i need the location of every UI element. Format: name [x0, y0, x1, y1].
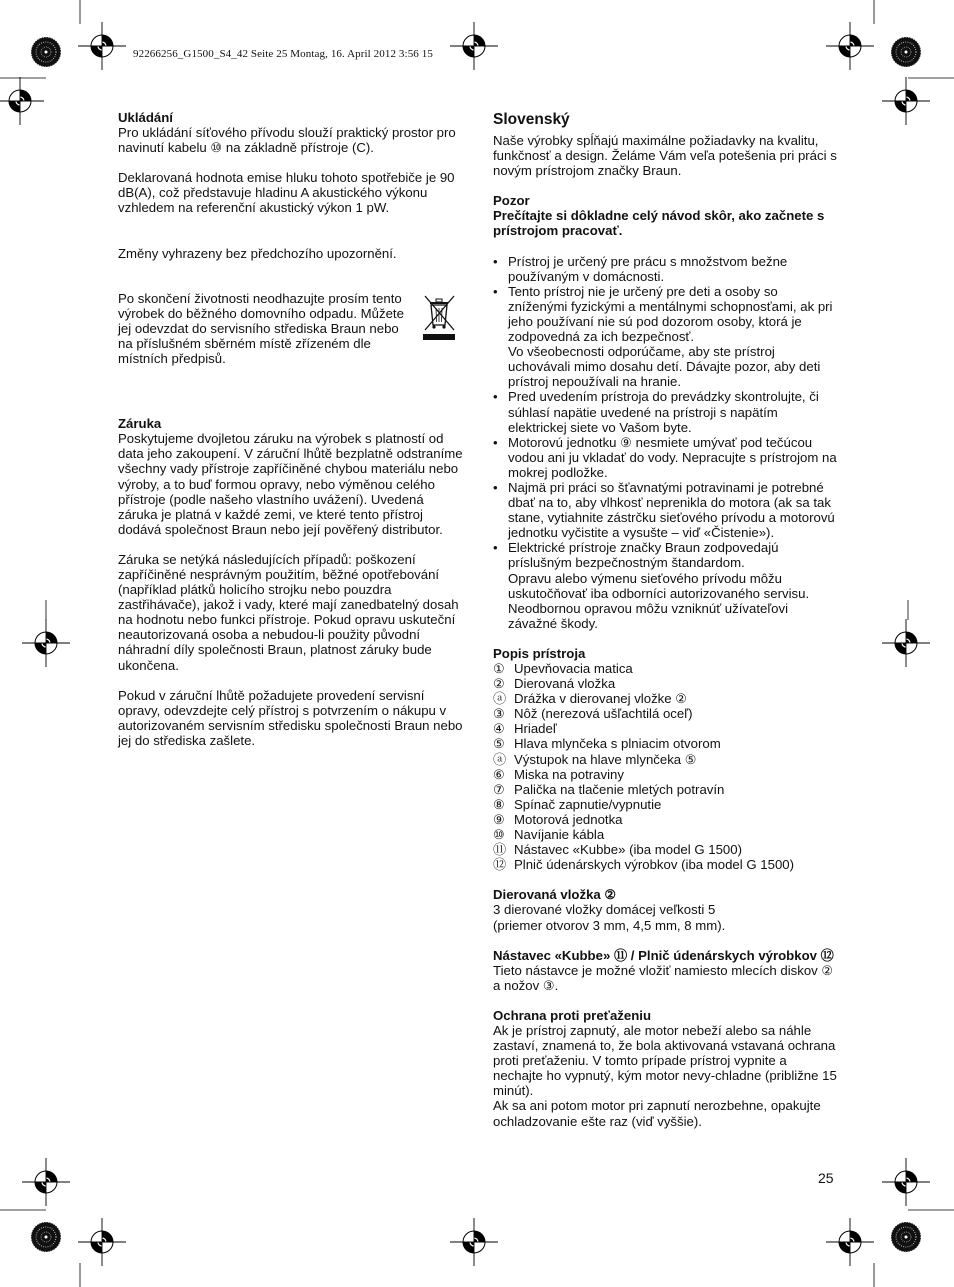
part-number: ②	[493, 676, 505, 692]
part-number: ①	[493, 661, 505, 676]
part-number: ⑨	[493, 811, 505, 827]
warranty-paragraph-3: Pokud v záruční lhůtě požadujete provedení servisní opravy, odevzdejte celý přístroj s potvrzením o nákupu v autorizovaném servisním středisku společnosti Braun nebo jej do střediska zašlete.	[118, 687, 463, 748]
part-number: ⓐ	[493, 751, 507, 767]
list-item	[493, 691, 838, 706]
part-label: Drážka v dierovanej vložke ②	[514, 691, 688, 707]
part-number: ④	[493, 721, 505, 737]
part-label: Výstupok na hlave mlynčeka ⑤	[514, 751, 697, 767]
part-label: Upevňovacia matica	[514, 661, 633, 676]
part-label: Hlava mlynčeka s plniacim otvorom	[514, 736, 721, 752]
caution-heading: Pozor	[493, 193, 530, 209]
warranty-paragraph-1: Poskytujeme dvojletou záruku na výrobek s platností od data jeho zakoupení. V záruční lhůtě bezplatně odstraníme všechny vady přístroje zapříčiněné chybou materiálu nebo výroby, a to buď formou opravy, nebo výměnou celého přístroje (podle našeho vlastního uvážení). Uvedená záruka je platná v každé zemi, ve které tento přístroj dodává společnost Braun nebo její pověřený distributor.	[118, 431, 463, 537]
part-label: Dierovaná vložka	[514, 676, 616, 692]
part-number: ⑫	[493, 857, 507, 873]
overload-text: Ak je prístroj zapnutý, ale motor nebeží alebo sa náhle zastaví, znamená to, že bola aktivovaná vstavaná ochrana proti preťaženiu. V tomto prípade prístroj vypnite a nechajte ho vypnutý, kým motor nevy-chladne (približne 15 minút). Ak sa ani potom motor pri zapnutí nerozbehne, opakujte ochladzovanie ešte raz (viď vyššie).	[493, 1022, 837, 1129]
disposal-block	[118, 291, 463, 366]
part-label: Motorová jednotka	[514, 811, 623, 827]
list-item	[493, 752, 838, 767]
list-item	[493, 736, 838, 751]
list-item	[493, 782, 838, 797]
language-heading: Slovenský	[493, 111, 570, 128]
part-number: ③	[493, 706, 505, 722]
parts-heading: Popis prístroja	[493, 645, 586, 661]
storage-text: Pro ukládání síťového přívodu slouží praktický prostor pro navinutí kabelu ⑩ na základně přístroje (C).	[118, 125, 456, 156]
list-item	[493, 706, 838, 721]
list-item: • Tento prístroj nie je určený pre deti a osoby so zníženými fyzickými a mentálnymi schopnosťami, ak pri jeho používaní nie sú pod dozorom osoby, ktorá je zodpovedná za ich bezpečnosť. Vo všeobecnosti odporúčame, aby ste prístroj uchovávali mimo dosahu detí. Dávajte pozor, aby deti prístroj nepoužívali na hranie.	[493, 284, 838, 390]
part-label: Spínač zapnutie/vypnutie	[514, 796, 662, 812]
list-item	[493, 842, 838, 857]
warranty-heading: Záruka	[118, 416, 162, 432]
storage-heading: Ukládání	[118, 110, 173, 125]
noise-text: Deklarovaná hodnota emise hluku tohoto spotřebiče je 90 dB(A), což představuje hladinu A akustického výkonu vzhledem na referenční akustický výkon 1 pW.	[118, 170, 455, 216]
changes-text: Změny vyhrazeny bez předchozího upozornění.	[118, 245, 397, 261]
kubbe-heading: Nástavec «Kubbe» ⑪ / Plnič údenárskych výrobkov ⑫	[493, 947, 834, 963]
list-item: • Prístroj je určený pre prácu s množstvom bežne používaným v domácnosti.	[493, 254, 838, 284]
caution-subheading: Prečítajte si dôkladne celý návod skôr, ako začnete s prístrojom pracovať.	[493, 208, 825, 239]
list-item	[493, 661, 838, 676]
disc-text: 3 dierované vložky domácej veľkosti 5 (priemer otvorov 3 mm, 4,5 mm, 8 mm).	[493, 902, 726, 933]
list-item	[493, 676, 838, 691]
part-number: ⑪	[493, 842, 507, 858]
safety-list	[493, 254, 838, 631]
part-number: ⑤	[493, 736, 505, 752]
intro-text: Naše výrobky spĺňajú maximálne požiadavky na kvalitu, funkčnosť a design. Želáme Vám veľa potešenia pri práci s novým prístrojom značky Braun.	[493, 133, 837, 179]
list-item	[493, 812, 838, 827]
list-item	[493, 797, 838, 812]
kubbe-text: Tieto nástavce je možné vložiť namiesto mlecích diskov ② a nožov ③.	[493, 962, 834, 993]
part-label: Palička na tlačenie mletých potravín	[514, 781, 725, 797]
page-number: 25	[818, 1170, 834, 1186]
list-item: • Motorovú jednotku ⑨ nesmiete umývať pod tečúcou vodou ani ju vkladať do vody. Nepracujte s prístrojom na mokrej podložke.	[493, 435, 838, 480]
weee-crossed-bin-icon	[423, 294, 457, 342]
warranty-paragraph-2: Záruka se netýká následujících případů: poškození zapříčiněné nesprávným použitím, běžné opotřebování (například plátků holicího strojku nebo pouzdra zastřihávače), jakož i vady, které mají zanedbatelný dosah na hodnotu nebo funkci přístroje. Pokud opravu uskuteční neautorizovaná osoba a nebudou-li použity původní náhradní díly společnosti Braun, platnost záruky bude ukončena.	[118, 551, 459, 673]
left-column	[118, 110, 463, 748]
part-number: ⑧	[493, 796, 505, 812]
part-label: Nôž (nerezová ušľachtilá oceľ)	[514, 706, 693, 722]
disposal-text: Po skončení životnosti neodhazujte prosím tento výrobek do běžného domovního odpadu. Můžete jej odevzdat do servisního střediska Braun nebo na příslušném sběrném místě zřízeném dle místních předpisů.	[118, 290, 404, 367]
list-item: • Elektrické prístroje značky Braun zodpovedajú príslušným bezpečnostným štandardom. Opravu alebo výmenu sieťového prívodu môžu uskutočňovať iba odborníci autorizovaného servisu. Neodbornou opravou môžu vzniknúť užívateľovi závažné škody.	[493, 540, 838, 631]
part-label: Nástavec «Kubbe» (iba model G 1500)	[514, 842, 742, 858]
part-label: Miska na potraviny	[514, 766, 624, 782]
list-item: • Najmä pri práci so šťavnatými potravinami je potrebné dbať na to, aby vlhkosť neprenikla do motora (ak sa tak stane, vytiahnite zástrčku sieťového prívodu a motorovú jednotku vyčistite a vysušte – viď «Čistenie»).	[493, 480, 838, 540]
part-label: Plnič údenárskych výrobkov (iba model G 1500)	[514, 857, 795, 873]
list-item	[493, 767, 838, 782]
list-item	[493, 857, 838, 872]
list-item: • Pred uvedením prístroja do prevádzky skontrolujte, či súhlasí napätie uvedené na prístroji s napätím elektrickej siete vo Vašom byte.	[493, 389, 838, 434]
right-column	[493, 110, 838, 1129]
part-number: ⓐ	[493, 691, 507, 707]
part-number: ⑩	[493, 827, 505, 843]
parts-list	[493, 661, 838, 872]
print-header: 92266256_G1500_S4_42 Seite 25 Montag, 16. April 2012 3:56 15	[133, 48, 433, 60]
overload-heading: Ochrana proti preťaženiu	[493, 1007, 652, 1023]
part-label: Hriadeľ	[514, 721, 557, 737]
part-number: ⑦	[493, 781, 505, 797]
part-label: Navíjanie kábla	[514, 827, 605, 843]
list-item	[493, 827, 838, 842]
disc-heading: Dierovaná vložka ②	[493, 887, 617, 903]
list-item	[493, 721, 838, 736]
part-number: ⑥	[493, 766, 505, 782]
